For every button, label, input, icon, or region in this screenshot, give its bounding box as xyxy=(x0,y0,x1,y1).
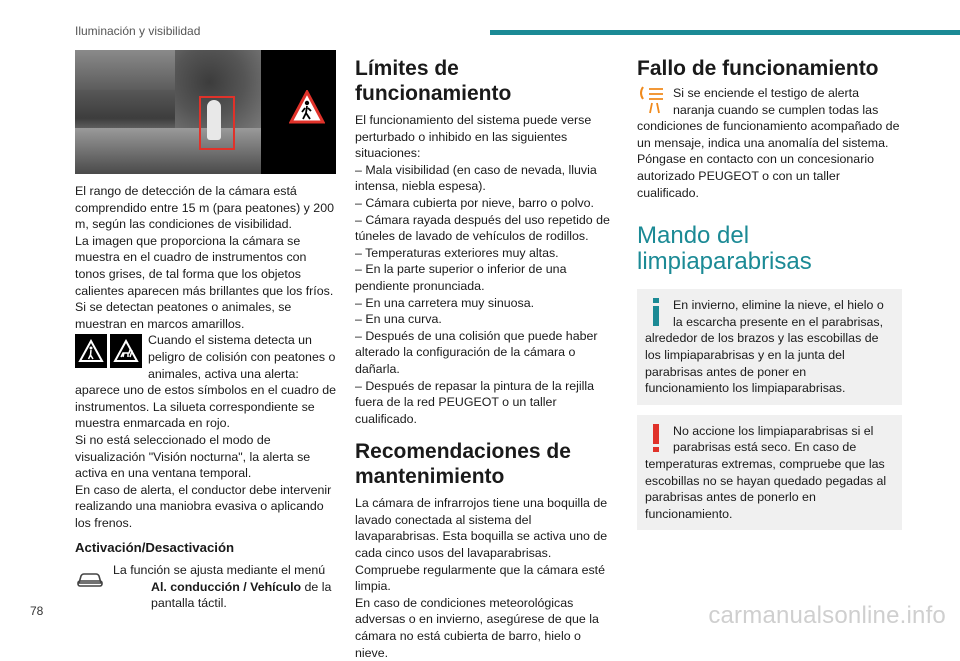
column-left xyxy=(75,50,340,612)
header-rule xyxy=(490,30,960,35)
window-paragraph: Si no está seleccionado el modo de visualización "Visión nocturna", la alerta se activa en una ventana temporal. xyxy=(75,432,311,481)
activation-paragraph: La función se ajusta mediante el menú Al. conducción / Vehículo de la pantalla táctil. xyxy=(113,563,332,611)
maintenance-paragraph: En caso de condiciones meteorológicas adversas o en invierno, asegúrese de que la cámara no está cubierta de barro, hielo o nieve. xyxy=(355,595,599,660)
maintenance-heading: Recomendaciones de mantenimiento xyxy=(355,440,571,489)
fault-paragraph: Si se enciende el testigo de alerta naranja cuando se cumplen todas las condiciones de funcionamiento acompañado de un mensaje, indica una anomalía del sistema. xyxy=(637,86,900,150)
fault-block xyxy=(637,85,902,151)
limits-item: – Cámara rayada después del uso repetido de túneles de lavado de vehículos de rodillos. xyxy=(355,212,610,244)
wiper-heading: Mando del limpiaparabrisas xyxy=(637,222,812,276)
image-paragraph: La imagen que proporciona la cámara se muestra en el cuadro de instrumentos con tonos grises, de tal forma que los objetos calientes aparecen más brillantes que los fríos. xyxy=(75,233,334,298)
camera-view xyxy=(75,50,261,174)
pedestrian-warning-icon xyxy=(289,90,325,124)
limits-item: – En una carretera muy sinuosa. xyxy=(355,295,535,310)
detection-frame xyxy=(199,96,235,150)
page-number: 78 xyxy=(30,604,44,618)
limits-item: – Cámara cubierta por nieve, barro o polvo. xyxy=(355,195,594,210)
frames-paragraph: Si se detectan peatones o animales, se muestran en marcos amarillos. xyxy=(75,300,292,331)
driver-paragraph: En caso de alerta, el conductor debe intervenir realizando una maniobra evasiva o aplicando los frenos. xyxy=(75,482,332,530)
limits-item: – Después de repasar la pintura de la rejilla fuera de la red PEUGEOT o un taller cualificado. xyxy=(355,378,595,426)
limits-item: – En la parte superior o inferior de una pendiente pronunciada. xyxy=(355,262,567,293)
limits-item: – Temperaturas exteriores muy altas. xyxy=(355,245,559,260)
column-middle xyxy=(355,50,617,661)
alert-block xyxy=(75,332,340,432)
alert-paragraph: Cuando el sistema detecta un peligro de colisión con peatones o animales, activa una alerta: aparece uno de estos símbolos en el cuadro de instrumentos. La silueta correspondiente se muestra enmarcada en rojo. xyxy=(75,333,337,431)
watermark: carmanualsonline.info xyxy=(708,602,946,629)
maintenance-paragraph: Compruebe regularmente que la cámara esté limpia. xyxy=(355,562,606,594)
info-icon xyxy=(645,297,667,327)
warning-lamp-icon xyxy=(637,85,667,115)
exclamation-icon xyxy=(645,423,667,453)
range-paragraph: El rango de detección de la cámara está comprendido entre 15 m (para peatones) y 200 m, según las condiciones de visibilidad. xyxy=(75,184,334,232)
section-header: Iluminación y visibilidad xyxy=(75,24,201,38)
warning-note-text: No accione los limpiaparabrisas si el parabrisas está seco. En caso de temperaturas extremas, compruebe que las escobillas no se hayan quedado pegadas al parabrisas antes de ponerlo en funcionamiento. xyxy=(645,423,887,521)
info-note-text: En invierno, elimine la nieve, el hielo o la escarcha presente en el parabrisas, alrededor de los brazos y las escobillas de los limpiaparabrisas y en la junta del parabrisas antes de poner en funcionamiento los limpiaparabrisas. xyxy=(645,298,884,396)
fault-contact-paragraph: Póngase en contacto con un concesionario autorizado PEUGEOT o con un taller cualificado. xyxy=(637,152,874,200)
activation-block xyxy=(75,562,340,612)
animal-alert-icon xyxy=(110,334,142,368)
limits-item: – En una curva. xyxy=(355,312,442,327)
fault-heading: Fallo de funcionamiento xyxy=(637,57,879,80)
info-note xyxy=(637,289,902,405)
pedestrian-alert-icon xyxy=(75,334,107,368)
car-icon xyxy=(75,568,105,590)
limits-heading: Límites de funcionamiento xyxy=(355,57,512,105)
limits-item: – Mala visibilidad (en caso de nevada, lluvia intensa, niebla espesa). xyxy=(355,162,597,194)
maintenance-paragraph: La cámara de infrarrojos tiene una boquilla de lavado conectada al sistema del lavaparabrisas. Esta boquilla se activa uno de cada cinco usos del lavaparabrisas. xyxy=(355,496,608,561)
limits-intro: El funcionamiento del sistema puede verse perturbado o inhibido en las siguientes situaciones: xyxy=(355,113,592,161)
night-vision-image xyxy=(75,50,336,174)
warning-note xyxy=(637,415,902,531)
column-right xyxy=(637,50,902,540)
limits-item: – Después de una colisión que puede haber alterado la configuración de la cámara o dañarla. xyxy=(355,328,598,376)
activation-heading: Activación/Desactivación xyxy=(75,540,235,556)
